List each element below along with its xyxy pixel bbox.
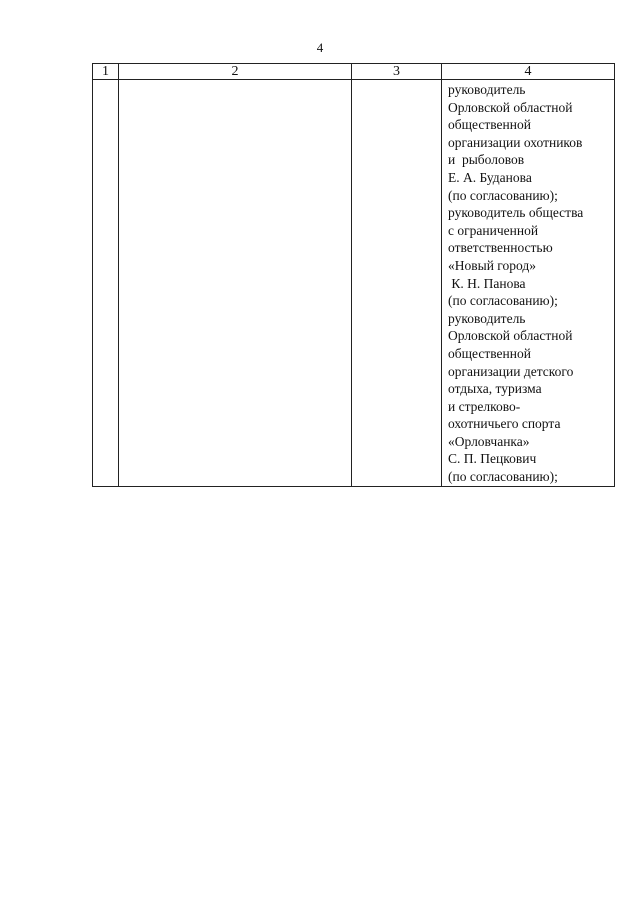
text-line: отдыха, туризма [448, 381, 542, 397]
text-line: организации детского [448, 363, 574, 379]
table-cell-col-1 [93, 80, 119, 487]
text-line: ответственностью [448, 240, 553, 256]
text-line: К. Н. Панова [448, 275, 526, 291]
text-line: руководитель общества [448, 205, 584, 221]
text-line: руководитель [448, 310, 526, 326]
text-line: общественной [448, 117, 531, 133]
text-line: общественной [448, 345, 531, 361]
text-line: (по согласованию); [448, 469, 558, 485]
text-line: (по согласованию); [448, 187, 558, 203]
text-line: «Новый город» [448, 257, 536, 273]
text-line: (по согласованию); [448, 293, 558, 309]
column-header-3: 3 [352, 64, 442, 80]
text-line: «Орловчанка» [448, 433, 530, 449]
members-table [92, 63, 615, 487]
text-line: и рыболовов [448, 152, 525, 168]
text-line: Е. А. Буданова [448, 169, 532, 185]
text-line: и стрелково- [448, 398, 521, 414]
text-line: руководитель [448, 82, 526, 97]
text-line: с ограниченной [448, 222, 539, 238]
text-line: организации охотников [448, 134, 583, 150]
text-line: Орловской областной [448, 99, 573, 115]
members-list [442, 80, 614, 486]
page-number: 4 [316, 40, 324, 55]
column-header-4: 4 [442, 64, 615, 80]
table-cell-col-4 [442, 80, 615, 487]
column-header-2: 2 [119, 64, 352, 80]
table-cell-col-3 [352, 80, 442, 487]
text-line: Орловской областной [448, 328, 573, 344]
text-line: С. П. Пецкович [448, 451, 537, 467]
column-header-1: 1 [93, 64, 119, 80]
table-header-row [93, 64, 615, 80]
text-line: охотничьего спорта [448, 416, 561, 432]
table-row [93, 80, 615, 487]
table-cell-col-2 [119, 80, 352, 487]
